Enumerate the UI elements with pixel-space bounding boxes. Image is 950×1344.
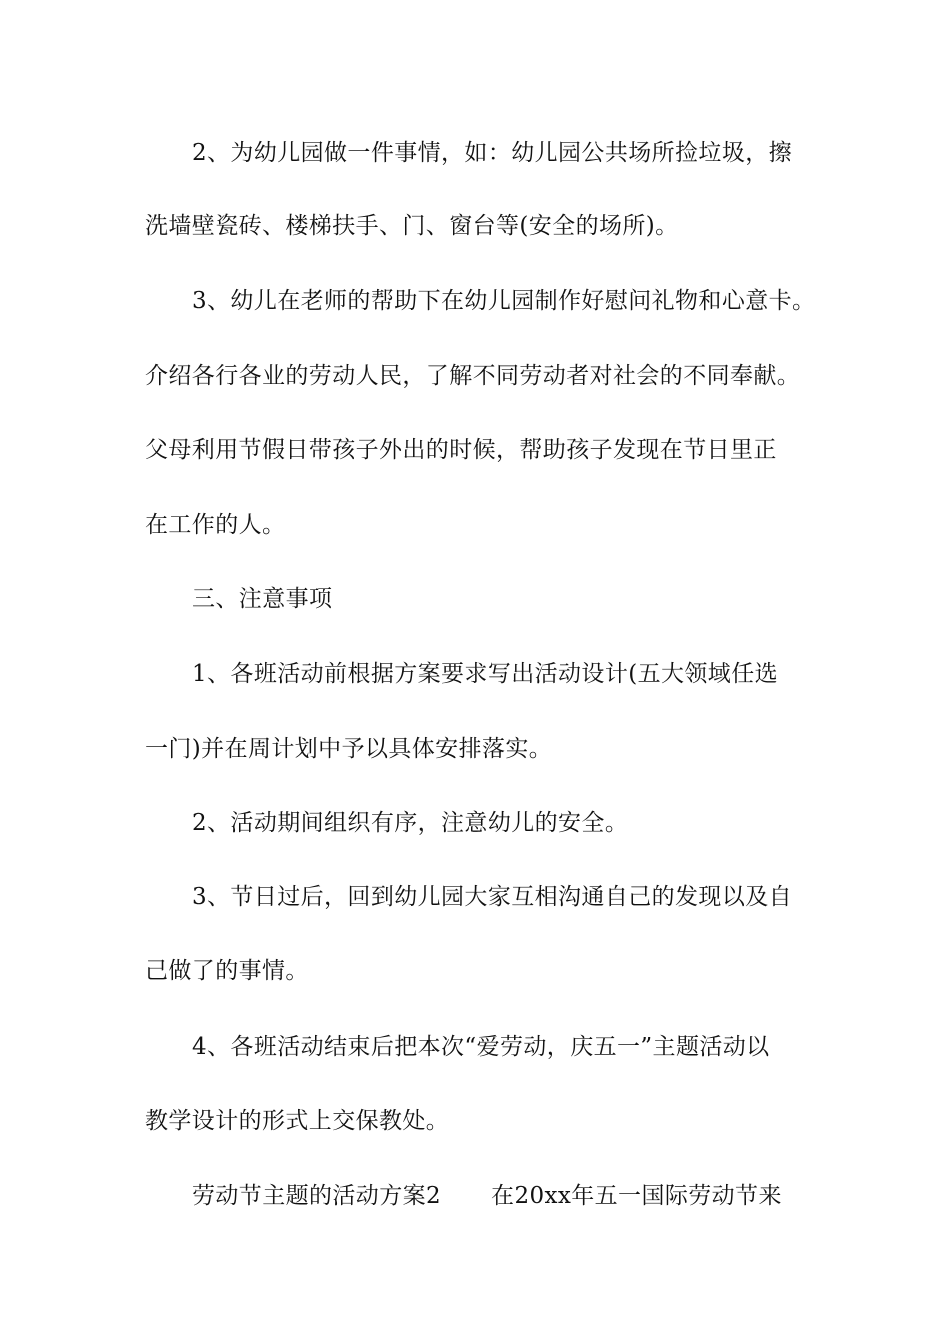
paragraph-line: 3、幼儿在老师的帮助下在幼儿园制作好慰问礼物和心意卡。 <box>192 288 816 314</box>
paragraph-line: 一门)并在周计划中予以具体安排落实。 <box>145 736 553 762</box>
paragraph-line: 3、节日过后，回到幼儿园大家互相沟通自己的发现以及自 <box>192 884 793 910</box>
paragraph-line: 1、各班活动前根据方案要求写出活动设计(五大领域任选 <box>192 661 779 687</box>
plan-intro-text: 在20xx年五一国际劳动节来 <box>491 1183 782 1209</box>
paragraph-line: 2、活动期间组织有序，注意幼儿的安全。 <box>192 810 629 836</box>
paragraph-line: 父母利用节假日带孩子外出的时候，帮助孩子发现在节日里正 <box>145 437 777 463</box>
paragraph-line: 洗墙壁瓷砖、楼梯扶手、门、窗台等(安全的场所)。 <box>145 213 679 239</box>
paragraph-line: 教学设计的形式上交保教处。 <box>145 1108 450 1134</box>
paragraph-line: 2、为幼儿园做一件事情，如：幼儿园公共场所捡垃圾，擦 <box>192 140 793 166</box>
paragraph-line: 介绍各行各业的劳动人民，了解不同劳动者对社会的不同奉献。 <box>145 363 801 389</box>
paragraph-line: 在工作的人。 <box>145 512 286 538</box>
paragraph-line: 4、各班活动结束后把本次“爱劳动，庆五一”主题活动以 <box>192 1034 770 1060</box>
plan-title: 劳动节主题的活动方案2 <box>192 1183 442 1209</box>
section-heading: 三、注意事项 <box>192 586 333 612</box>
last-paragraph-line <box>192 1181 815 1211</box>
paragraph-line: 己做了的事情。 <box>145 958 309 984</box>
